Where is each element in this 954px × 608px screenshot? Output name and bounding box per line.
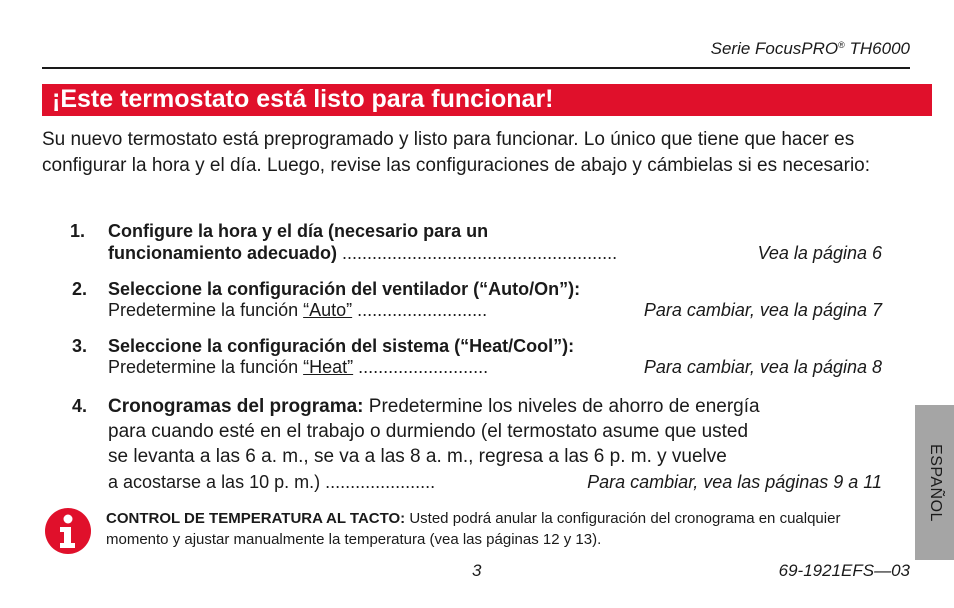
step-number: 3. [72, 336, 88, 356]
leader-dots: ...................... [320, 472, 436, 492]
intro-paragraph: Su nuevo termostato está preprogramado y listo para funcionar. Lo único que tiene que hacer es configurar la hora y el día. Luego, revise las configuraciones de abajo y cámbielas si es necesario: [42, 129, 871, 176]
info-icon-graphic [44, 507, 92, 555]
step-number: 1. [70, 221, 86, 241]
step-text [108, 396, 760, 418]
step-leader [108, 472, 508, 493]
step-leader [108, 300, 580, 321]
step-heading: Cronogramas del programa: [108, 396, 364, 417]
page-title: ¡Este termostato está listo para funcionar! [52, 85, 554, 113]
language-tab [915, 405, 954, 560]
step-text-line: a acostarse a las 10 p. m.) [108, 472, 321, 492]
page-reference: Para cambiar, vea la página 7 [643, 300, 882, 320]
leader-dots: .......................... [353, 357, 489, 377]
step-text-line: Predetermine los niveles de ahorro de energía [363, 396, 760, 417]
step-heading: Seleccione la configuración del sistema (“Heat/Cool”): [108, 336, 575, 356]
step-text-line: se levanta a las 6 a. m., se va a las 8 a. m., regresa a las 6 p. m. y vuelve [108, 446, 727, 467]
step-leader [108, 357, 580, 378]
model-number: TH6000 [844, 39, 910, 58]
step-heading-cont: funcionamiento adecuado) [108, 243, 338, 263]
step-text-line: para cuando esté en el trabajo o durmiendo (el termostato asume que usted [108, 421, 749, 442]
note-label: CONTROL DE TEMPERATURA AL TACTO: [106, 510, 406, 527]
preset-label: Predetermine la función [108, 300, 304, 320]
page-reference: Para cambiar, vea la página 8 [643, 357, 882, 377]
leader-dots: ....................................................... [342, 243, 618, 263]
header-rule [42, 67, 910, 69]
page-reference: Para cambiar, vea las páginas 9 a 11 [587, 472, 882, 492]
info-icon [44, 507, 92, 555]
series-title [711, 39, 910, 59]
language-tab-label: ESPAÑOL [926, 443, 944, 522]
document-number: 69-1921EFS—03 [778, 561, 910, 580]
preset-label: Predetermine la función [108, 357, 304, 377]
page-reference: Vea la página 6 [757, 243, 882, 263]
step-number: 4. [72, 396, 88, 416]
step-leader [108, 243, 726, 264]
note-body: Usted podrá anular la configuración del cronograma en cualquier momento y ajustar manualmente la temperatura (vea las páginas 12 y 13). [106, 510, 841, 548]
preset-value: “Auto” [303, 300, 353, 320]
touch-control-note [106, 508, 866, 550]
title-banner [42, 84, 932, 116]
registered-mark: ® [838, 40, 845, 50]
step-heading: Seleccione la configuración del ventilador (“Auto/On”): [108, 279, 581, 299]
series-name: Serie FocusPRO [710, 39, 839, 58]
step-heading: Configure la hora y el día (necesario para un [108, 221, 489, 241]
step-number: 2. [72, 279, 88, 299]
page-number: 3 [472, 561, 482, 580]
preset-value: “Heat” [303, 357, 354, 377]
leader-dots: .......................... [352, 300, 488, 320]
